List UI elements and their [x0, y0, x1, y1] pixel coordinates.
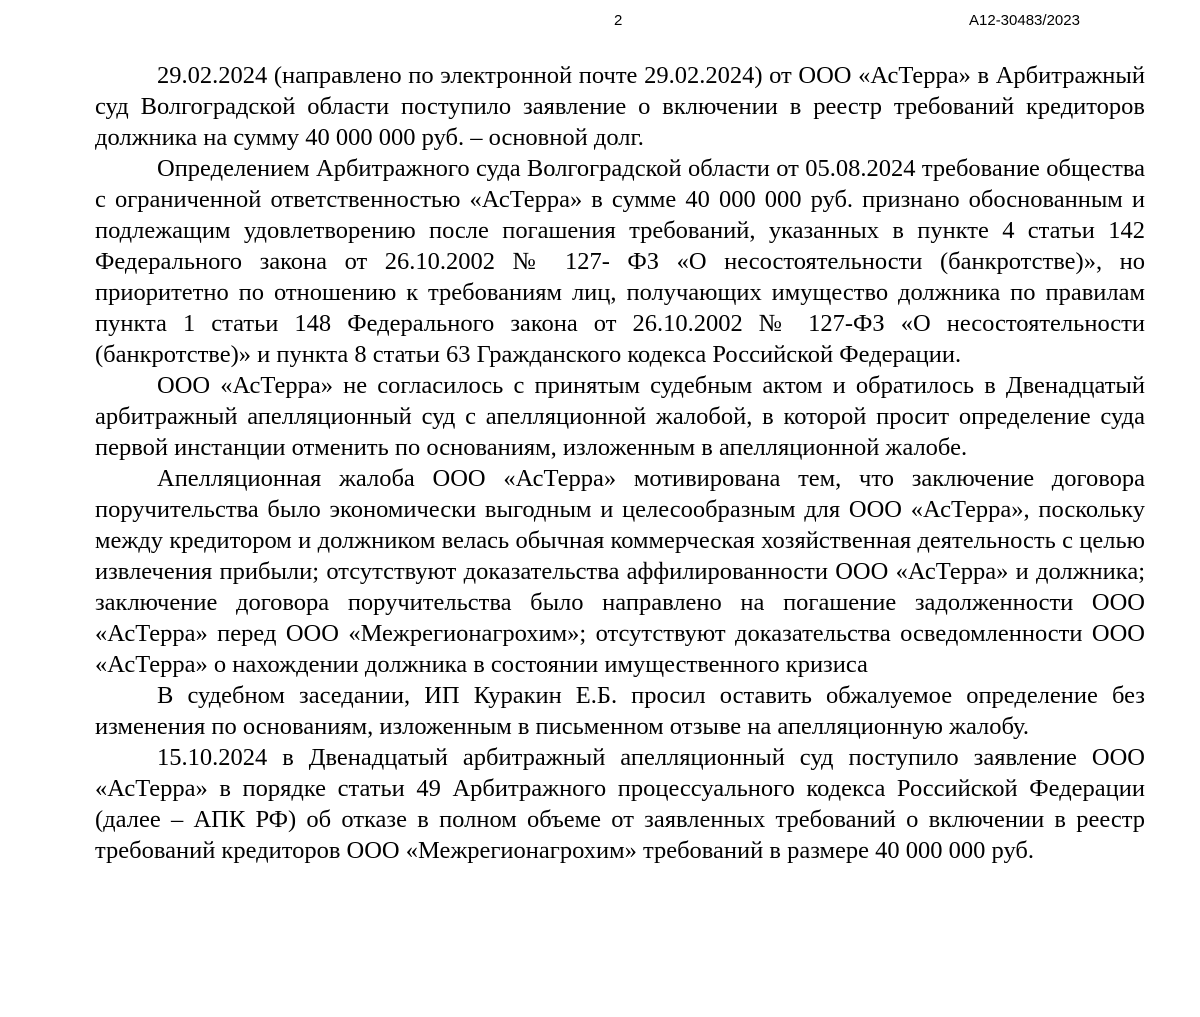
paragraph-waiver: 15.10.2024 в Двенадцатый арбитражный апелляционный суд поступило заявление ООО «АсТерра» в порядке статьи 49 Арбитражного процессуального кодекса Российской Федерации (далее – АПК РФ) об отказе в полном объеме от заявленных требований о включении в реестр требований кредиторов ООО «Межрегионагрохим» требований в размере 40 000 000 руб.	[95, 744, 1145, 864]
paragraph-court-ruling: Определением Арбитражного суда Волгоградской области от 05.08.2024 требование общества с ограниченной ответственностью «АсТерра» в сумме 40 000 000 руб. признано обоснованным и подлежащим удовлетворению после погашения требований, указанных в пункте 4 статьи 142 Федерального закона от 26.10.2002 № 127- ФЗ «О несостоятельности (банкротстве)», но приоритетно по отношению к требованиям лиц, получающих имущество должника по правилам пункта 1 статьи 148 Федерального закона от 26.10.2002 № 127-ФЗ «О несостоятельности (банкротстве)» и пункта 8 статьи 63 Гражданского кодекса Российской Федерации.	[95, 155, 1145, 368]
paragraph-hearing: В судебном заседании, ИП Куракин Е.Б. просил оставить обжалуемое определение без изменения по основаниям, изложенным в письменном отзыве на апелляционную жалобу.	[95, 682, 1145, 740]
paragraph-appeal-grounds: Апелляционная жалоба ООО «АсТерра» мотивирована тем, что заключение договора поручительства было экономически выгодным и целесообразным для ООО «АсТерра», поскольку между кредитором и должником велась обычная коммерческая хозяйственная деятельность с целью извлечения прибыли; отсутствуют доказательства аффилированности ООО «АсТерра» и должника; заключение договора поручительства было направлено на погашение задолженности ООО «АсТерра» перед ООО «Межрегионагрохим»; отсутствуют доказательства осведомленности ООО «АсТерра» о нахождении должника в состоянии имущественного кризиса	[95, 465, 1145, 678]
paragraph-appeal-filed: ООО «АсТерра» не согласилось с принятым судебным актом и обратилось в Двенадцатый арбитражный апелляционный суд с апелляционной жалобой, в которой просит определение суда первой инстанции отменить по основаниям, изложенным в апелляционной жалобе.	[95, 372, 1145, 461]
case-number: А12-30483/2023	[969, 12, 1080, 29]
paragraph-claim-filed: 29.02.2024 (направлено по электронной почте 29.02.2024) от ООО «АсТерра» в Арбитражный суд Волгоградской области поступило заявление о включении в реестр требований кредиторов должника на сумму 40 000 000 руб. – основной долг.	[95, 62, 1145, 151]
document-body	[95, 60, 1145, 866]
page-number: 2	[614, 12, 623, 29]
